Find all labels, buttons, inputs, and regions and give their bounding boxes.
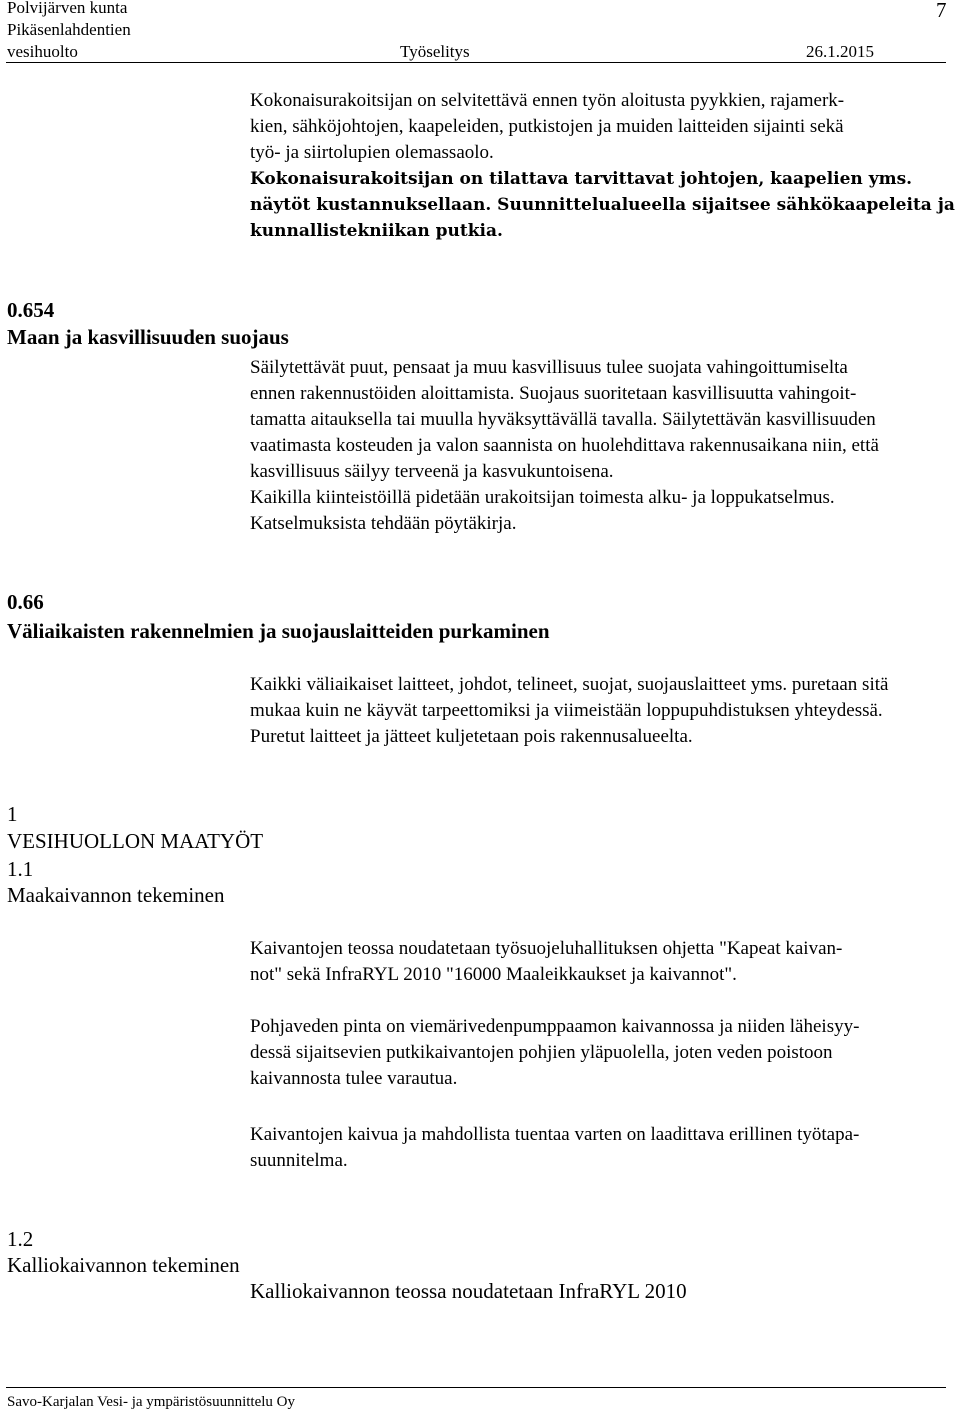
paragraph-line: Säilytettävät puut, pensaat ja muu kasvillisuus tulee suojata vahingoittumiselta [250, 357, 848, 378]
section-title: Maan ja kasvillisuuden suojaus [7, 325, 289, 349]
header-date: 26.1.2015 [806, 42, 874, 61]
paragraph-line: ennen rakennustöiden aloittamista. Suojaus suoritetaan kasvillisuutta vahingoit- [250, 383, 857, 404]
header-organization: Polvijärven kunta [7, 0, 128, 17]
intro-bold-line: Kokonaisurakoitsijan on tilattava tarvittavat johtojen, kaapelien yms. [250, 169, 913, 189]
intro-bold-line: kunnallistekniikan putkia. [250, 221, 503, 241]
header-project-line1: Pikäsenlahdentien [7, 20, 131, 39]
chapter-number: 1 [7, 802, 18, 826]
footer-divider [6, 1387, 946, 1388]
intro-line: Kokonaisurakoitsijan on selvitettävä ennen työn aloitusta pyykkien, rajamerk- [250, 90, 845, 111]
paragraph-line: Kaivantojen teossa noudatetaan työsuojeluhallituksen ohjetta "Kapeat kaivan- [250, 938, 843, 959]
paragraph-line: Pohjaveden pinta on viemärivedenpumppaamon kaivannossa ja niiden läheisyy- [250, 1016, 860, 1037]
section-title: Väliaikaisten rakennelmien ja suojauslaitteiden purkaminen [7, 619, 550, 643]
header-project-line2: vesihuolto [7, 42, 78, 61]
paragraph-line: Katselmuksista tehdään pöytäkirja. [250, 513, 517, 534]
section-number: 0.654 [7, 298, 55, 322]
paragraph-line: vaatimasta kosteuden ja valon saannista on huolehdittava rakennusaikana niin, että [250, 435, 879, 456]
section-title: Maakaivannon tekeminen [7, 883, 225, 907]
paragraph-line: tamatta aitauksella tai muulla hyväksyttävällä tavalla. Säilytettävän kasvillisuuden [250, 409, 876, 430]
paragraph-line: Puretut laitteet ja jätteet kuljetetaan pois rakennusalueelta. [250, 726, 693, 747]
paragraph-line: Kaivantojen kaivua ja mahdollista tuentaa varten on laadittava erillinen työtapa- [250, 1124, 860, 1145]
header-doc-type: Työselitys [400, 42, 470, 61]
chapter-title: VESIHUOLLON MAATYÖT [7, 829, 264, 853]
paragraph-line: Kaikki väliaikaiset laitteet, johdot, telineet, suojat, suojauslaitteet yms. puretaan sitä [250, 674, 889, 695]
paragraph-line: kaivannosta tulee varautua. [250, 1068, 458, 1089]
intro-line: kien, sähköjohtojen, kaapeleiden, putkistojen ja muiden laitteiden sijainti sekä [250, 116, 844, 137]
section-title: Kalliokaivannon tekeminen [7, 1253, 240, 1277]
intro-bold-line: näytöt kustannuksellaan. Suunnittelualueella sijaitsee sähkökaapeleita ja [250, 195, 955, 215]
paragraph-line: Kalliokaivannon teossa noudatetaan InfraRYL 2010 [250, 1279, 687, 1303]
paragraph-line: Kaikilla kiinteistöillä pidetään urakoitsijan toimesta alku- ja loppukatselmus. [250, 487, 835, 508]
paragraph-line: not" sekä InfraRYL 2010 "16000 Maaleikkaukset ja kaivannot". [250, 964, 737, 985]
header-divider [6, 62, 946, 63]
page-number: 7 [936, 0, 947, 22]
paragraph-line: mukaa kuin ne käyvät tarpeettomiksi ja viimeistään loppupuhdistuksen yhteydessä. [250, 700, 883, 721]
section-number: 1.1 [7, 857, 34, 881]
paragraph-line: kasvillisuus säilyy terveenä ja kasvukuntoisena. [250, 461, 614, 482]
section-number: 1.2 [7, 1227, 34, 1251]
intro-line: työ- ja siirtolupien olemassaolo. [250, 142, 494, 163]
paragraph-line: dessä sijaitsevien putkikaivantojen pohjien yläpuolella, joten veden poistoon [250, 1042, 833, 1063]
paragraph-line: suunnitelma. [250, 1150, 348, 1171]
section-number: 0.66 [7, 590, 44, 614]
footer-company: Savo-Karjalan Vesi- ja ympäristösuunnittelu Oy [7, 1394, 296, 1410]
